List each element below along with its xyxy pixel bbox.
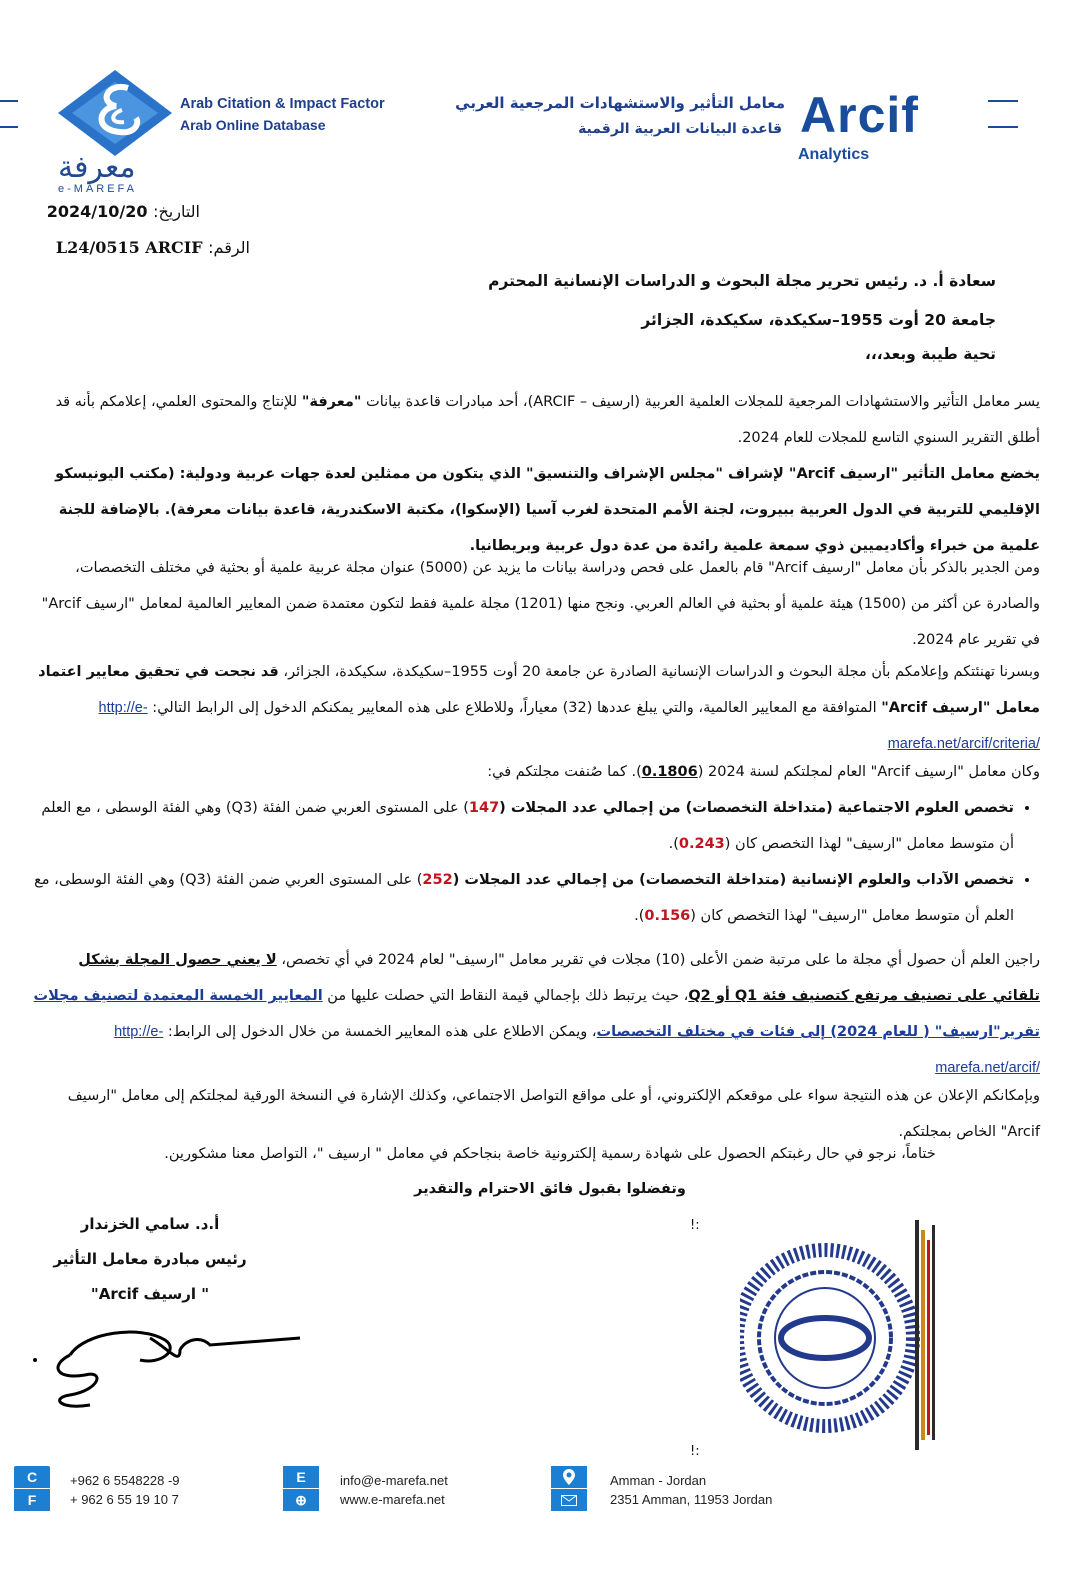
- closing-line1: ختاماً، نرجو في حال رغبتكم الحصول على شهادة رسمية إلكترونية خاصة بنجاحكم في معامل " ارسيف "، التواصل معنا مشكورين.: [164, 1146, 936, 1162]
- paragraph-scope: ومن الجدير بالذكر بأن معامل "ارسيف Arcif" قام بالعمل على فحص ودراسة بيانات ما يزيد عن (5000) عنوان مجلة عربية علمية أو بحثية في مختلف التخصصات، والصادرة عن أكثر من (1500) هيئة علمية أو بحثية في العالم العربي. ونجح منها (1201) مجلة علمية فقط لتكون معتمدة ضمن المعايير العالمية لمعامل "ارسيف Arcif" في تقرير عام 2024.: [41, 560, 1040, 648]
- reference-value: L24/0515 ARCIF: [55, 238, 203, 257]
- marefa-logo: [50, 68, 180, 158]
- header-right-rule: [988, 126, 1018, 128]
- paragraph-congratulation: [30, 654, 1040, 762]
- footer-email-block: [283, 1466, 319, 1512]
- footer-address: 2351 Amman, 11953 Jordan: [610, 1492, 773, 1507]
- paragraph-announce: وبإمكانكم الإعلان عن هذه النتيجة سواء على موقعكم الإلكتروني، أو على مواقع التواصل الاجتماعي، وكذلك الإشارة في النسخة الورقية لمجلتكم إلى معامل "ارسيف Arcif" الخاص بمجلتكم.: [67, 1088, 1040, 1140]
- signature-icon: [30, 1310, 320, 1420]
- paragraph-ranking-note: [30, 942, 1040, 1086]
- signatory-org: " ارسيف Arcif": [90, 1285, 210, 1303]
- footer-email[interactable]: info@e-marefa.net: [340, 1473, 448, 1488]
- p6-text-c: ، ويمكن الاطلاع على هذه المعايير الخمسة من خلال الدخول إلى الرابط:: [163, 1024, 597, 1040]
- footer-fax: + 962 6 55 19 10 7: [70, 1492, 179, 1507]
- email-icon: E: [283, 1466, 319, 1488]
- recipient-line1: سعادة أ. د. رئيس تحرير مجلة البحوث و الدراسات الإنسانية المحترم: [488, 272, 996, 290]
- bullet1-text-b: ) على المستوى العربي ضمن الفئة (Q3) وهي الفئة الوسطى ، مع العلم أن متوسط معامل "ارسيف" لهذا التخصص كان (: [41, 800, 1014, 852]
- date-row: [30, 202, 200, 221]
- p6-text-b: ، حيث يرتبط ذلك بإجمالي قيمة النقاط التي حصلت عليها من: [322, 988, 689, 1004]
- header-left-rule: [0, 126, 18, 128]
- location-pin-icon: [551, 1466, 587, 1488]
- header-english-line1: Arab Citation & Impact Factor: [180, 96, 385, 112]
- footer-phone: +962 6 5548228 -9: [70, 1473, 180, 1488]
- paragraph-intro: [30, 384, 1040, 456]
- p4-text-a: وبسرنا تهنئتكم وإعلامكم بأن مجلة البحوث و الدراسات الإنسانية الصادرة عن جامعة 20 أوت 1955–سكيكدة، سكيكدة، الجزائر،: [278, 664, 1040, 680]
- bullet1-average: 0.243: [678, 836, 725, 852]
- stamp-mark-top: !:: [690, 1218, 700, 1233]
- list-item: [30, 790, 1014, 862]
- signatory-name: أ.د. سامي الخزندار: [80, 1215, 220, 1233]
- header-left-rule: [0, 100, 18, 102]
- header-right-rule: [988, 100, 1018, 102]
- list-item: [30, 862, 1014, 934]
- classification-list: [30, 790, 1040, 934]
- bullet2-text-c: ).: [634, 908, 645, 924]
- bullet1-count: 147: [468, 800, 500, 816]
- paragraph-supervision: يخضع معامل التأثير "ارسيف Arcif" لإشراف "مجلس الإشراف والتنسيق" الذي يتكون من ممثلين لعدة جهات عربية ودولية: (مكتب اليونيسكو الإقليمي للتربية في الدول العربية ببيروت، لجنة الأمم المتحدة لغرب آسيا (الإسكوا)، مكتبة الاسكندرية، قاعدة بيانات معرفة). بالإضافة للجنة علمية من خبراء وأكاديميين ذوي سمعة علمية رائدة من عدة دول عربية وبريطانيا.: [55, 466, 1040, 554]
- bullet2-average: 0.156: [644, 908, 691, 924]
- p1-text-b: للإنتاج والمحتوى العلمي، إعلامكم بأنه قد أطلق التقرير السنوي التاسع للمجلات للعام 2024.: [55, 394, 1040, 446]
- footer-address-block: [551, 1466, 587, 1512]
- date-value: 2024/10/20: [46, 202, 148, 221]
- p6-text-not-automatic: لا يعني حصول المجلة بشكل تلقائي على تصنيف مرتفع كتصنيف فئة Q1 أو Q2: [78, 952, 1040, 1004]
- p4-text-b: المتوافقة مع المعايير العالمية، والتي يبلغ عددها (32) معياراً، وللاطلاع على هذه المعايير يمكنكم الدخول إلى الرابط التالي:: [147, 700, 882, 716]
- official-stamp: [740, 1220, 940, 1450]
- header-english-line2: Arab Online Database: [180, 117, 326, 133]
- signatory-title: رئيس مبادرة معامل التأثير: [53, 1250, 247, 1268]
- marefa-arabic-wordmark: معرفة: [58, 150, 136, 185]
- arcif-logo: Arcif: [800, 87, 919, 143]
- reference-row: [30, 238, 250, 257]
- p1-text-a: يسر معامل التأثير والاستشهادات المرجعية للمجلات العلمية العربية (ارسيف – ARCIF)، أحد مبادرات قاعدة بيانات: [361, 394, 1040, 410]
- marefa-english-wordmark: e-MAREFA: [58, 183, 138, 195]
- bullet2-text-a: تخصص الآداب والعلوم الإنسانية (متداخلة التخصصات) من إجمالي عدد المجلات (: [452, 872, 1014, 888]
- greeting: تحية طيبة وبعد،،،: [865, 345, 996, 363]
- header-arabic-line1: معامل التأثير والاستشهادات المرجعية العربي: [455, 94, 785, 112]
- arcif-logo-subtitle: Analytics: [798, 146, 870, 163]
- p5-text-a: وكان معامل "ارسيف Arcif" العام لمجلتكم لسنة 2024 (: [697, 764, 1040, 780]
- criteria-link[interactable]: http://e-marefa.net/arcif/criteria/: [98, 700, 1040, 752]
- bullet1-text-c: ).: [668, 836, 679, 852]
- reference-label: الرقم:: [208, 238, 250, 257]
- globe-icon: ⊕: [283, 1488, 319, 1511]
- envelope-icon: [551, 1488, 587, 1511]
- p4-text-success: قد نجحت في تحقيق معايير اعتماد معامل "ارسيف Arcif": [38, 664, 1040, 716]
- header-arabic-line2: قاعدة البيانات العربية الرقمية: [578, 121, 782, 137]
- fax-icon: F: [14, 1488, 50, 1511]
- footer-phone-block: [14, 1466, 54, 1546]
- p5-text-b: ). كما صُنفت مجلتكم في:: [487, 764, 642, 780]
- stamp-mark-bottom: !:: [690, 1444, 700, 1459]
- paragraph-impact: [30, 754, 1040, 790]
- handwritten-signature: [30, 1310, 320, 1420]
- bullet2-text-b: ) على المستوى العربي ضمن الفئة (Q3) وهي الفئة الوسطى، مع العلم أن متوسط معامل "ارسيف" لهذا التخصص كان (: [34, 872, 1014, 924]
- impact-factor-value: 0.1806: [641, 764, 698, 780]
- bullet1-text-a: تخصص العلوم الاجتماعية (متداخلة التخصصات) من إجمالي عدد المجلات (: [499, 800, 1014, 816]
- p1-text-marefa: "معرفة": [301, 394, 362, 410]
- recipient-line2: جامعة 20 أوت 1955–سكيكدة، سكيكدة، الجزائر: [641, 311, 996, 329]
- closing-line2: وتفضلوا بقبول فائق الاحترام والتقدير: [414, 1181, 686, 1197]
- marefa-logo-icon: [50, 68, 180, 158]
- p6-text-five-criteria: المعايير الخمسة المعتمدة لتصنيف مجلات تقرير"ارسيف" ( للعام 2024) إلى فئات في مختلف التخصصات: [33, 988, 1040, 1040]
- bullet2-count: 252: [422, 872, 453, 888]
- stamp-icon: [740, 1220, 940, 1450]
- phone-icon: C: [14, 1466, 50, 1488]
- footer-city: Amman - Jordan: [610, 1473, 707, 1488]
- p6-text-a: راجين العلم أن حصول أي مجلة ما على مرتبة ضمن الأعلى (10) مجلات في تقرير معامل "ارسيف" لعام 2024 في أي تخصص،: [276, 952, 1040, 968]
- date-label: التاريخ:: [153, 202, 200, 221]
- footer-website[interactable]: www.e-marefa.net: [340, 1492, 445, 1507]
- arcif-link[interactable]: http://e-marefa.net/arcif/: [114, 1024, 1040, 1076]
